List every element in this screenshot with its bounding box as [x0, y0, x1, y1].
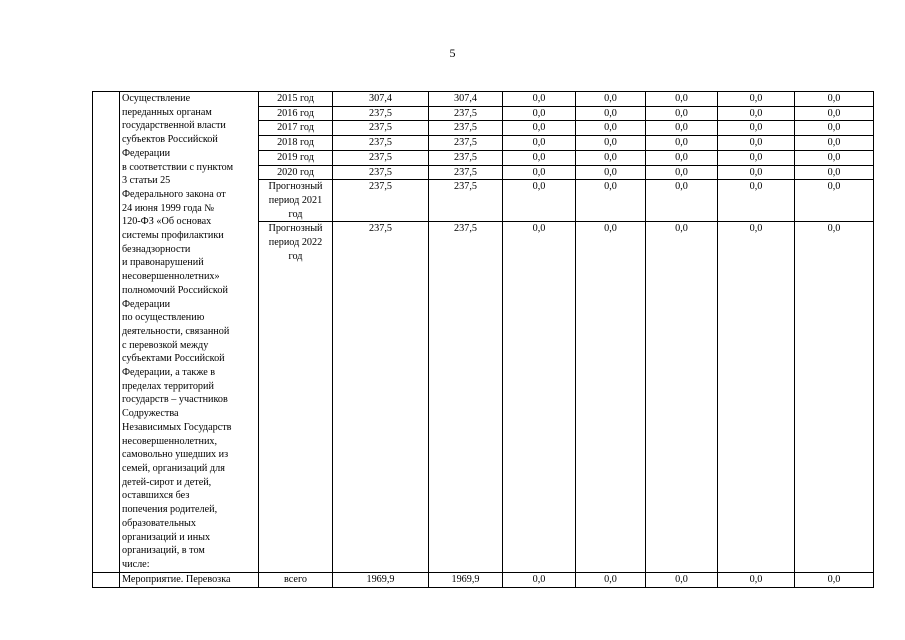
value-cell: 307,4 — [429, 92, 503, 107]
value-cell: 307,4 — [333, 92, 429, 107]
year-line: 2015 год — [277, 93, 314, 104]
year-line: 2020 год — [277, 166, 314, 178]
description-line: организаций и иных — [122, 531, 211, 543]
year-cell: всего — [259, 573, 333, 588]
description-line: детей-сирот и детей, — [122, 476, 212, 488]
value-cell: 0,0 — [576, 121, 646, 136]
description-cell: Мероприятие. Перевозка — [120, 573, 259, 588]
description-line: Федерации, а также в — [122, 367, 216, 379]
description-line: попечения родителей, — [122, 504, 218, 516]
table-row — [93, 573, 874, 588]
value-cell: 237,5 — [429, 106, 503, 121]
value-cell: 0,0 — [646, 180, 718, 222]
description-line: 120-ФЗ «Об основах — [122, 216, 212, 228]
value-cell: 0,0 — [576, 92, 646, 107]
value-cell: 237,5 — [333, 121, 429, 136]
year-cell — [259, 150, 333, 165]
description-line: деятельности, связанной — [122, 325, 230, 337]
description-line: субъектов Российской — [122, 134, 218, 146]
description-line: Содружества — [122, 408, 179, 420]
description-line: полномочий Российской — [122, 284, 228, 296]
description-line: 3 статьи 25 — [122, 175, 171, 187]
value-cell: 0,0 — [576, 165, 646, 180]
description-line: системы профилактики — [122, 230, 224, 242]
description-line: несовершеннолетних, — [122, 435, 218, 447]
description-line: образовательных — [122, 517, 196, 529]
year-cell — [259, 92, 333, 107]
value-cell: 1969,9 — [429, 573, 503, 588]
value-cell: 237,5 — [333, 150, 429, 165]
value-cell: 237,5 — [333, 165, 429, 180]
value-cell: 0,0 — [795, 165, 874, 180]
value-cell: 0,0 — [795, 121, 874, 136]
page-number: 5 — [449, 46, 456, 60]
description-line: Федерации — [122, 147, 171, 159]
value-cell: 237,5 — [429, 180, 503, 222]
description-line: оставшихся без — [122, 490, 190, 502]
description-line: Федерации — [122, 298, 171, 310]
value-cell: 0,0 — [795, 92, 874, 107]
value-cell: 0,0 — [646, 573, 718, 588]
description-line: государств – участников — [122, 394, 228, 406]
value-cell: 0,0 — [718, 92, 795, 107]
value-cell: 237,5 — [429, 222, 503, 573]
description-line: несовершеннолетних» — [122, 271, 220, 283]
year-cell — [259, 106, 333, 121]
value-cell: 0,0 — [576, 180, 646, 222]
table-body — [93, 92, 874, 588]
value-cell: 0,0 — [503, 165, 576, 180]
value-cell: 237,5 — [429, 165, 503, 180]
value-cell: 0,0 — [646, 165, 718, 180]
year-line: 2019 год — [277, 151, 314, 163]
year-line: 2017 год — [277, 122, 314, 134]
value-cell: 0,0 — [576, 222, 646, 573]
value-cell: 0,0 — [576, 150, 646, 165]
value-cell: 0,0 — [503, 121, 576, 136]
description-line: пределах территорий — [122, 380, 214, 392]
table-row — [93, 92, 874, 107]
year-line: 2016 год — [277, 107, 314, 119]
description-line: переданных органам — [122, 106, 212, 118]
year-cell — [259, 121, 333, 136]
value-cell: 0,0 — [718, 180, 795, 222]
value-cell: 237,5 — [333, 180, 429, 222]
value-cell: 0,0 — [795, 136, 874, 151]
value-cell: 0,0 — [795, 150, 874, 165]
value-cell: 237,5 — [429, 121, 503, 136]
year-line: Прогнозный — [268, 223, 323, 235]
value-cell: 0,0 — [795, 222, 874, 573]
value-cell: 1969,9 — [333, 573, 429, 588]
description-line: организаций, в том — [122, 545, 205, 557]
value-cell: 0,0 — [795, 573, 874, 588]
description-line: числе: — [122, 558, 150, 570]
description-line: с перевозкой между — [122, 339, 209, 351]
year-cell — [259, 180, 333, 222]
value-cell: 237,5 — [333, 136, 429, 151]
value-cell: 237,5 — [429, 150, 503, 165]
value-cell: 0,0 — [646, 121, 718, 136]
description-line: по осуществлению — [122, 312, 205, 324]
value-cell: 0,0 — [503, 180, 576, 222]
value-cell: 0,0 — [795, 180, 874, 222]
value-cell: 0,0 — [718, 165, 795, 180]
value-cell: 0,0 — [503, 92, 576, 107]
value-cell: 0,0 — [576, 136, 646, 151]
row-number-cell — [93, 92, 120, 573]
value-cell: 0,0 — [503, 150, 576, 165]
value-cell: 0,0 — [576, 573, 646, 588]
year-line: 2018 год — [277, 137, 314, 149]
row-number-cell — [93, 573, 120, 588]
value-cell: 0,0 — [503, 136, 576, 151]
value-cell: 0,0 — [503, 573, 576, 588]
value-cell: 0,0 — [646, 150, 718, 165]
description-line: 24 июня 1999 года № — [122, 202, 215, 214]
description-line: и правонарушений — [122, 257, 204, 269]
year-line: Прогнозный — [268, 181, 323, 193]
description-line: в соответствии с пунктом — [122, 161, 234, 173]
value-cell: 0,0 — [718, 121, 795, 136]
budget-table — [92, 91, 874, 588]
value-cell: 0,0 — [503, 106, 576, 121]
value-cell: 0,0 — [718, 106, 795, 121]
year-line: год — [288, 208, 303, 220]
description-line: Осуществление — [122, 93, 191, 104]
value-cell: 237,5 — [429, 136, 503, 151]
year-cell — [259, 222, 333, 573]
value-cell: 0,0 — [646, 222, 718, 573]
year-line: год — [288, 250, 303, 262]
year-cell — [259, 165, 333, 180]
description-line: субъектами Российской — [122, 353, 225, 365]
description-line: безнадзорности — [122, 243, 191, 255]
year-line: период 2021 — [268, 194, 323, 206]
year-line: период 2022 — [268, 237, 323, 249]
value-cell: 0,0 — [646, 136, 718, 151]
description-line: Независимых Государств — [122, 421, 232, 433]
year-cell — [259, 136, 333, 151]
description-line: Федерального закона от — [122, 188, 226, 200]
value-cell: 0,0 — [576, 106, 646, 121]
value-cell: 0,0 — [718, 222, 795, 573]
value-cell: 237,5 — [333, 222, 429, 573]
value-cell: 0,0 — [795, 106, 874, 121]
description-line: государственной власти — [122, 120, 226, 132]
value-cell: 237,5 — [333, 106, 429, 121]
description-line: семей, организаций для — [122, 462, 225, 474]
value-cell: 0,0 — [646, 106, 718, 121]
value-cell: 0,0 — [646, 92, 718, 107]
description-cell — [120, 92, 259, 573]
value-cell: 0,0 — [718, 573, 795, 588]
value-cell: 0,0 — [503, 222, 576, 573]
value-cell: 0,0 — [718, 150, 795, 165]
value-cell: 0,0 — [718, 136, 795, 151]
description-line: самовольно ушедших из — [122, 449, 229, 461]
